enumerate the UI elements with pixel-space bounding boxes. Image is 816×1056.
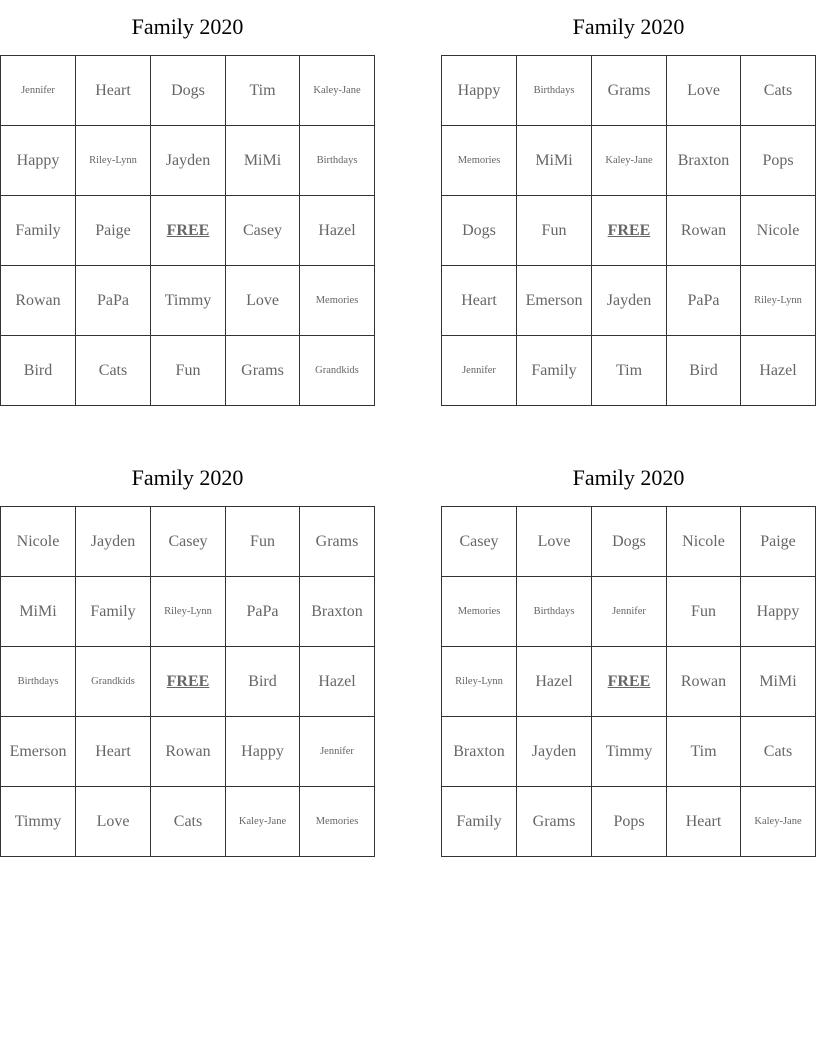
- bingo-cell: PaPa: [226, 577, 300, 647]
- bingo-cell: Fun: [151, 336, 226, 406]
- card-title: Family 2020: [572, 14, 685, 39]
- bingo-cell: Casey: [442, 507, 517, 577]
- bingo-grid: [441, 55, 816, 406]
- bingo-cell: Kaley-Jane: [300, 56, 375, 126]
- bingo-cell: Hazel: [300, 196, 375, 266]
- bingo-cell: Family: [442, 787, 517, 857]
- bingo-grid: [0, 55, 375, 406]
- bingo-cell: Braxton: [667, 126, 741, 196]
- bingo-cell: Paige: [76, 196, 151, 266]
- bingo-cell: Hazel: [300, 647, 375, 717]
- free-space-cell: FREE: [592, 196, 667, 266]
- bingo-cell: Jayden: [151, 126, 226, 196]
- bingo-card-4: [441, 451, 816, 857]
- bingo-card-2: [441, 0, 816, 406]
- bingo-cell: Memories: [442, 577, 517, 647]
- bingo-cell: Love: [517, 507, 592, 577]
- bingo-cell: MiMi: [1, 577, 76, 647]
- bingo-cell: MiMi: [226, 126, 300, 196]
- bingo-cell: Casey: [151, 507, 226, 577]
- bingo-cell: Pops: [741, 126, 816, 196]
- bingo-cell: Dogs: [592, 507, 667, 577]
- bingo-grid: [0, 506, 375, 857]
- bingo-cell: Jennifer: [300, 717, 375, 787]
- bingo-cell: Happy: [1, 126, 76, 196]
- bingo-cell: Happy: [442, 56, 517, 126]
- bingo-cell: Grams: [517, 787, 592, 857]
- bingo-cell: Paige: [741, 507, 816, 577]
- bingo-cell: Hazel: [517, 647, 592, 717]
- free-space-cell: FREE: [151, 647, 226, 717]
- bingo-cell: Jennifer: [442, 336, 517, 406]
- bingo-cell: Riley-Lynn: [442, 647, 517, 717]
- card-title: Family 2020: [131, 465, 244, 490]
- bingo-cell: Bird: [1, 336, 76, 406]
- bingo-cell: Memories: [300, 787, 375, 857]
- bingo-cell: Rowan: [151, 717, 226, 787]
- bingo-cell: Rowan: [1, 266, 76, 336]
- bingo-cell: Kaley-Jane: [592, 126, 667, 196]
- bingo-cell: Casey: [226, 196, 300, 266]
- bingo-cell: Heart: [76, 56, 151, 126]
- bingo-cell: Fun: [226, 507, 300, 577]
- bingo-cell: Heart: [667, 787, 741, 857]
- bingo-cell: Cats: [741, 56, 816, 126]
- bingo-cell: Grams: [300, 507, 375, 577]
- bingo-cell: Jayden: [517, 717, 592, 787]
- bingo-grid: [441, 506, 816, 857]
- bingo-cell: Bird: [667, 336, 741, 406]
- bingo-cell: Love: [76, 787, 151, 857]
- bingo-cell: Happy: [741, 577, 816, 647]
- bingo-cell: Heart: [442, 266, 517, 336]
- bingo-cell: Family: [76, 577, 151, 647]
- bingo-cell: Birthdays: [300, 126, 375, 196]
- free-space-cell: FREE: [151, 196, 226, 266]
- bingo-cell: PaPa: [667, 266, 741, 336]
- bingo-cell: Rowan: [667, 647, 741, 717]
- free-space-cell: FREE: [592, 647, 667, 717]
- bingo-cell: Grams: [592, 56, 667, 126]
- bingo-cell: Heart: [76, 717, 151, 787]
- bingo-cell: Tim: [667, 717, 741, 787]
- bingo-cell: Memories: [300, 266, 375, 336]
- bingo-cell: Kaley-Jane: [741, 787, 816, 857]
- bingo-cell: Cats: [741, 717, 816, 787]
- bingo-cell: Jayden: [76, 507, 151, 577]
- bingo-cell: Grandkids: [300, 336, 375, 406]
- bingo-cell: Nicole: [667, 507, 741, 577]
- bingo-cell: Braxton: [442, 717, 517, 787]
- bingo-cell: Tim: [592, 336, 667, 406]
- bingo-cell: Dogs: [442, 196, 517, 266]
- bingo-cell: Grams: [226, 336, 300, 406]
- bingo-cell: MiMi: [517, 126, 592, 196]
- bingo-cell: Family: [517, 336, 592, 406]
- bingo-cell: Fun: [517, 196, 592, 266]
- bingo-cell: Riley-Lynn: [151, 577, 226, 647]
- bingo-cell: Rowan: [667, 196, 741, 266]
- bingo-cell: Grandkids: [76, 647, 151, 717]
- card-title: Family 2020: [131, 14, 244, 39]
- bingo-cell: Jennifer: [592, 577, 667, 647]
- bingo-cell: MiMi: [741, 647, 816, 717]
- bingo-cell: Nicole: [1, 507, 76, 577]
- bingo-cell: Dogs: [151, 56, 226, 126]
- bingo-cell: Emerson: [517, 266, 592, 336]
- bingo-cell: Birthdays: [517, 56, 592, 126]
- bingo-cell: Hazel: [741, 336, 816, 406]
- bingo-cell: Riley-Lynn: [741, 266, 816, 336]
- bingo-cell: PaPa: [76, 266, 151, 336]
- bingo-cell: Pops: [592, 787, 667, 857]
- bingo-card-3: [0, 451, 375, 857]
- bingo-cell: Timmy: [592, 717, 667, 787]
- bingo-cell: Timmy: [151, 266, 226, 336]
- bingo-cell: Jennifer: [1, 56, 76, 126]
- bingo-card-1: [0, 0, 375, 406]
- bingo-cell: Birthdays: [1, 647, 76, 717]
- bingo-cell: Nicole: [741, 196, 816, 266]
- bingo-cell: Bird: [226, 647, 300, 717]
- bingo-cell: Cats: [76, 336, 151, 406]
- bingo-cell: Emerson: [1, 717, 76, 787]
- bingo-cell: Jayden: [592, 266, 667, 336]
- bingo-cell: Family: [1, 196, 76, 266]
- bingo-cell: Fun: [667, 577, 741, 647]
- bingo-cell: Love: [667, 56, 741, 126]
- bingo-cell: Memories: [442, 126, 517, 196]
- bingo-cell: Timmy: [1, 787, 76, 857]
- bingo-cell: Tim: [226, 56, 300, 126]
- bingo-cell: Riley-Lynn: [76, 126, 151, 196]
- bingo-cell: Cats: [151, 787, 226, 857]
- bingo-cell: Love: [226, 266, 300, 336]
- bingo-cell: Kaley-Jane: [226, 787, 300, 857]
- bingo-cell: Birthdays: [517, 577, 592, 647]
- card-title: Family 2020: [572, 465, 685, 490]
- bingo-cell: Happy: [226, 717, 300, 787]
- bingo-cell: Braxton: [300, 577, 375, 647]
